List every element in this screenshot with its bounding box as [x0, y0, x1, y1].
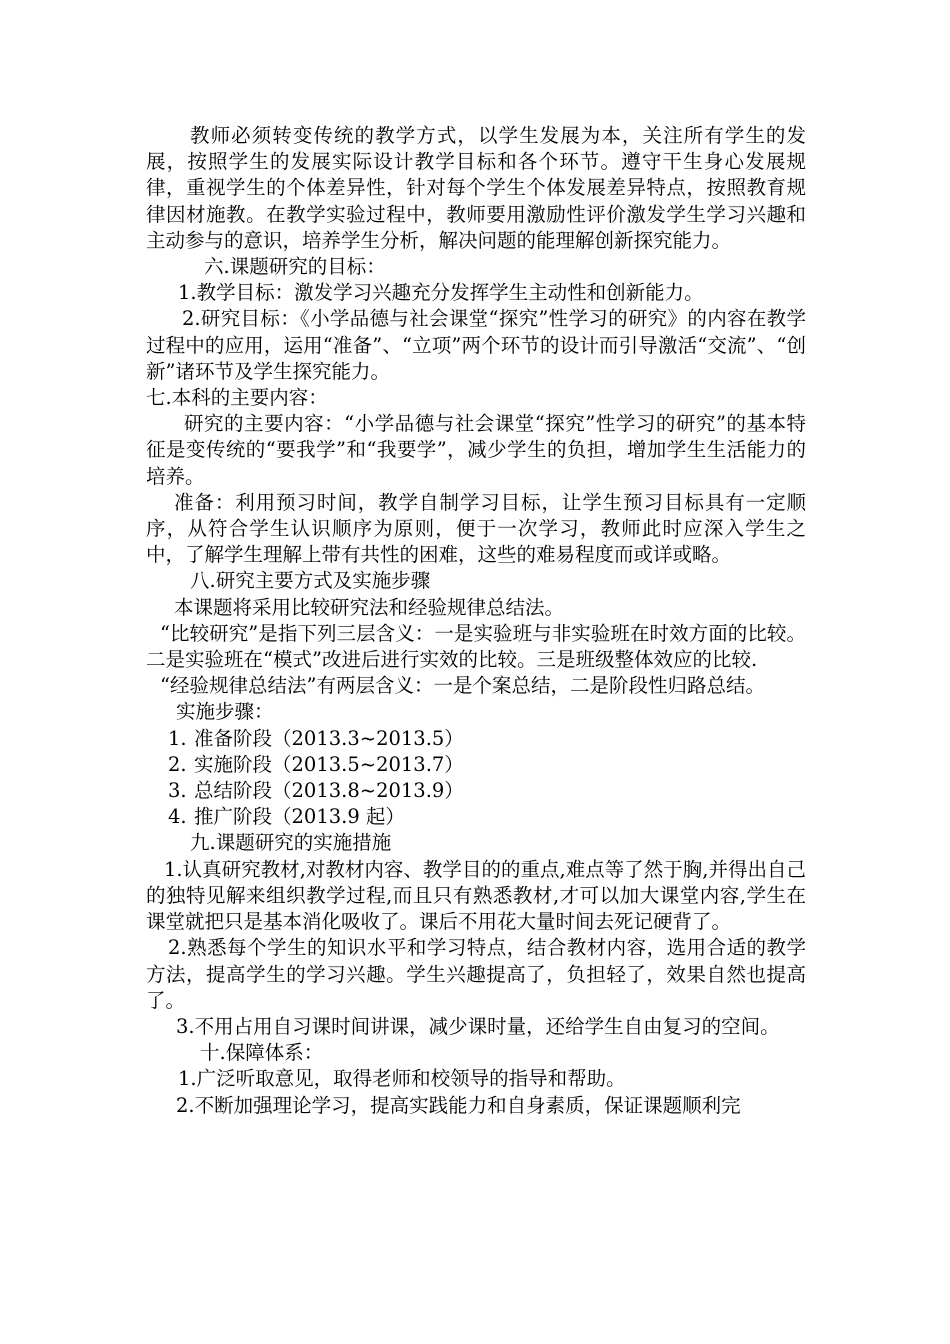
paragraph-support-2: 2.不断加强理论学习，提高实践能力和自身素质，保证课题顺利完 [176, 1093, 741, 1117]
document-page [146, 123, 806, 1119]
heading-support-system: 十.保障体系： [200, 1041, 324, 1065]
list-item: 2. 实施阶段（2013.5~2013.7） [168, 752, 464, 776]
paragraph-measure-3: 3.不用占用自习课时间讲课，减少课时量，还给学生自由复习的空间。 [176, 1014, 780, 1038]
paragraph-preparation: 准备：利用预习时间，教学自制学习目标，让学生预习目标具有一定顺序，从符合学生认识顺序为原则，便于一次学习，教师此时应深入学生之中，了解学生理解上带有共性的困难，这些的难易程度而或详或略。 [146, 490, 806, 567]
heading-main-content: 七.本科的主要内容： [146, 386, 328, 410]
heading-implementation-measures: 九.课题研究的实施措施 [190, 831, 392, 855]
paragraph-comparison-research: “比较研究”是指下列三层含义：一是实验班与非实验班在时效方面的比较。二是实验班在“模式”改进后进行实效的比较。三是班级整体效应的比较. [146, 621, 806, 672]
list-item: 4. 推广阶段（2013.9 起） [168, 805, 405, 829]
paragraph-measure-1: 1.认真研究教材,对教材内容、教学目的的重点,难点等了然于胸,并得出自己的独特见解来组织教学过程,而且只有熟悉教材,才可以加大课堂内容,学生在课堂就把只是基本消化吸收了。课后不用花大量时间去死记硬背了。 [146, 857, 806, 934]
paragraph-measure-2: 2.熟悉每个学生的知识水平和学习特点，结合教材内容，选用合适的教学方法，提高学生的学习兴趣。学生兴趣提高了，负担轻了，效果自然也提高了。 [146, 936, 806, 1012]
list-item: 3. 总结阶段（2013.8~2013.9） [168, 779, 464, 803]
steps-list [146, 726, 806, 831]
paragraph-support-1: 1.广泛听取意见，取得老师和校领导的指导和帮助。 [178, 1067, 626, 1091]
paragraph-main-content: 研究的主要内容：“小学品德与社会课堂“探究”性学习的研究”的基本特征是变传统的“要我学”和“我要学”，减少学生的负担，增加学生生活能力的培养。 [146, 412, 806, 488]
heading-implementation-steps: 实施步骤： [176, 700, 274, 724]
paragraph-research-goal: 2.研究目标：《小学品德与社会课堂“探究”性学习的研究》的内容在教学过程中的应用，运用“准备”、“立项”两个环节的设计而引导激活“交流”、“创新”诸环节及学生探究能力。 [146, 307, 806, 383]
paragraph-experience-summary: “经验规律总结法”有两层含义：一是个案总结，二是阶段性归路总结。 [160, 674, 765, 698]
heading-research-goals: 六.课题研究的目标： [204, 255, 386, 279]
heading-research-methods: 八.研究主要方式及实施步骤 [190, 569, 431, 593]
paragraph-teaching-goal: 1.教学目标：激发学习兴趣充分发挥学生主动性和创新能力。 [178, 281, 704, 305]
paragraph-methods-intro: 本课题将采用比较研究法和经验规律总结法。 [174, 595, 565, 619]
paragraph-teaching-approach: 教师必须转变传统的教学方式，以学生发展为本，关注所有学生的发展，按照学生的发展实际设计教学目标和各个环节。遵守干生身心发展规律，重视学生的个体差异性，针对每个学生个体发展差异特点，按照教育规律因材施教。在教学实验过程中，教师要用激励性评价激发学生学习兴趣和主动参与的意识，培养学生分析，解决问题的能理解创新探究能力。 [146, 124, 806, 252]
list-item: 1. 准备阶段（2013.3~2013.5） [168, 726, 464, 750]
